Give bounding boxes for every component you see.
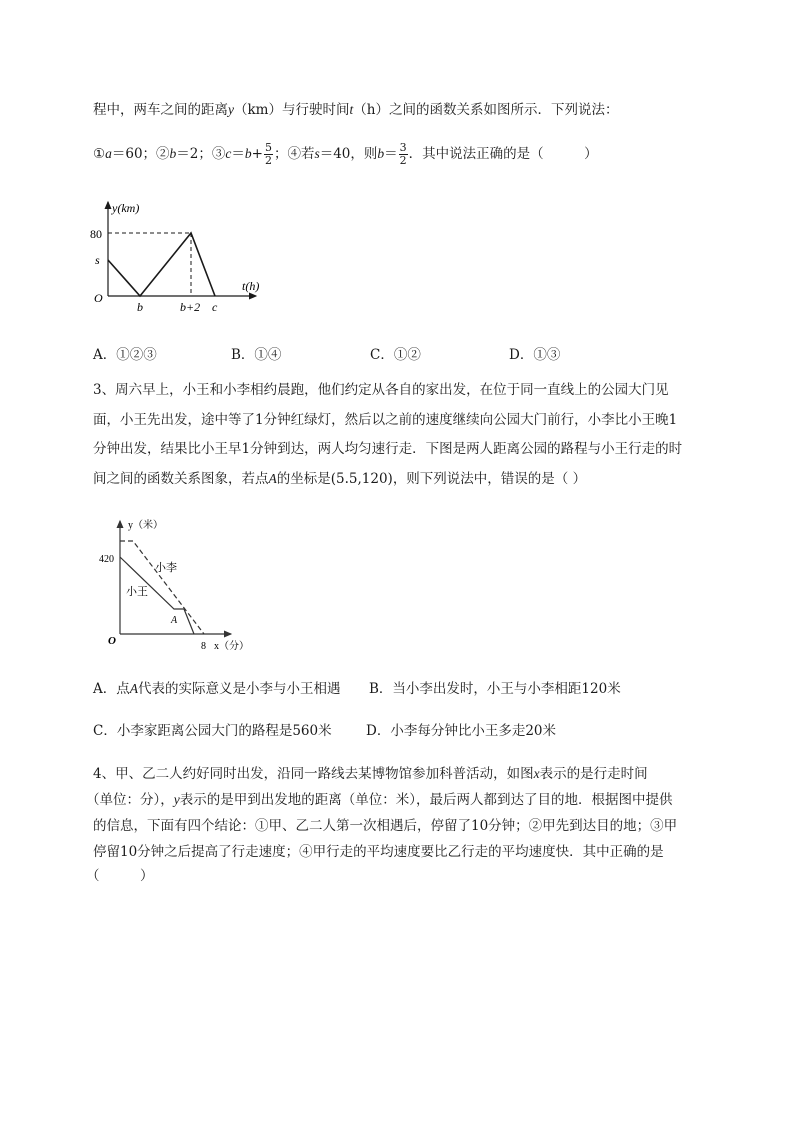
q2-option-d[interactable]: D．①③ xyxy=(509,347,561,363)
q3-option-b[interactable]: B．当小李出发时，小王与小李相距120米 xyxy=(369,681,621,697)
point-a-coordinate: (5.5,120) xyxy=(330,471,393,487)
var-s: s xyxy=(314,146,320,161)
q3-text: ，则下列说法中，错误的是（ ） xyxy=(392,471,587,487)
var-A: A xyxy=(268,471,277,486)
q4-answer-blank: （ ） xyxy=(86,868,154,884)
var-b: b xyxy=(377,146,385,161)
tick-420: 420 xyxy=(99,554,114,565)
var-x: x xyxy=(533,766,540,781)
statement-4-marker: ④若 xyxy=(287,146,315,162)
statement-text: ．其中说法正确的是（ ） xyxy=(408,146,598,162)
origin-label: O xyxy=(94,291,103,305)
equals-sign: ＝ xyxy=(384,146,398,162)
q4-stem-line1 xyxy=(93,765,648,783)
q3-stem-line2: 面，小王先出发，途中等了1分钟红绿灯，然后以之前的速度继续向公园大门前行，小李比小王晚1 xyxy=(93,412,678,428)
tick-80: 80 xyxy=(90,227,102,241)
xiaoli-label: 小李 xyxy=(155,562,177,574)
denominator: 2 xyxy=(399,154,407,167)
tick-b-plus-2: b+2 xyxy=(180,300,201,314)
q3-text: 间之间的函数关系图象，若点 xyxy=(93,471,269,487)
point-a-label: A xyxy=(171,615,178,626)
var-y: y xyxy=(228,102,234,117)
var-b: b xyxy=(169,146,177,161)
statement-2-marker: ② xyxy=(156,146,170,162)
tick-8: 8 xyxy=(201,641,206,652)
numerator: 3 xyxy=(399,141,407,154)
q3-stem-line4 xyxy=(93,470,586,488)
q3-stem-line3: 分钟出发，结果比小王早1分钟到达，两人均匀速行走．下图是两人距离公园的路程与小王行走的时 xyxy=(93,441,683,457)
q3-text: 的坐标是 xyxy=(276,471,331,487)
q4-text: 表示的是行走时间 xyxy=(539,766,648,782)
q3-graph xyxy=(98,516,258,656)
fraction-5-2 xyxy=(264,142,273,167)
tick-b: b xyxy=(137,300,143,314)
q2-stem-line1 xyxy=(93,101,618,119)
x-axis-label: x（分） xyxy=(214,641,249,652)
statement-3-marker: ③ xyxy=(211,146,226,162)
q4-text: 表示的是甲到出发地的距离（单位：米），最后两人都到达了目的地．根据图中提供 xyxy=(179,792,673,808)
denominator: 2 xyxy=(264,154,272,167)
var-c: c xyxy=(225,146,232,161)
var-b: b xyxy=(244,146,252,161)
option-text: A．点 xyxy=(93,681,130,697)
q4-stem-line2 xyxy=(86,791,673,809)
y-axis-label: y（米） xyxy=(128,520,163,531)
var-t: t xyxy=(349,102,354,117)
numerator: 5 xyxy=(264,141,272,154)
q4-stem-line3: 的信息，下面有四个结论：①甲、乙二人第一次相遇后，停留了10分钟；②甲先到达目的地；③甲 xyxy=(93,818,678,834)
statement-text: ＝40，则 xyxy=(319,146,378,162)
q2-option-a[interactable]: A．①②③ xyxy=(93,347,157,363)
statement-text: ； xyxy=(273,146,288,162)
q2-text: （h）之间的函数关系如图所示．下列说法： xyxy=(353,102,619,118)
xiaowang-label: 小王 xyxy=(126,586,148,598)
distance-curve xyxy=(108,233,215,296)
q4-text: 4、甲、乙二人约好同时出发，沿同一路线去某博物馆参加科普活动，如图 xyxy=(93,766,534,782)
q2-text: 程中，两车之间的距离 xyxy=(93,102,228,118)
equals-sign: ＝ xyxy=(231,146,245,162)
statement-text: ＝2； xyxy=(176,146,212,162)
tick-c: c xyxy=(212,300,218,314)
var-y: y xyxy=(173,792,180,807)
q2-text: （km）与行驶时间 xyxy=(234,102,350,118)
plus-sign: + xyxy=(251,146,263,162)
origin-label: O xyxy=(108,635,116,647)
q4-text: （单位：分）， xyxy=(86,792,174,808)
fraction-3-2 xyxy=(399,142,408,167)
x-axis-label: t(h) xyxy=(242,279,260,293)
q2-option-b[interactable]: B．①④ xyxy=(231,347,282,363)
q2-graph xyxy=(88,198,278,318)
statement-1-marker: ① xyxy=(93,146,106,162)
tick-s: s xyxy=(95,253,100,267)
q2-option-c[interactable]: C．①② xyxy=(370,347,421,363)
q3-option-a[interactable] xyxy=(93,680,341,698)
q4-stem-line4: 停留10分钟之后提高了行走速度；④甲行走的平均速度要比乙行走的平均速度快．其中正确的是 xyxy=(93,844,664,860)
var-a: a xyxy=(105,146,112,161)
var-A: A xyxy=(129,681,138,696)
q3-option-c[interactable]: C．小李家距离公园大门的路程是560米 xyxy=(93,723,332,739)
statement-text: ＝60； xyxy=(111,146,157,162)
q3-option-d[interactable]: D．小李每分钟比小王多走20米 xyxy=(366,723,557,739)
q2-statements xyxy=(93,142,598,167)
option-text: 代表的实际意义是小李与小王相遇 xyxy=(138,681,341,697)
q3-stem-line1: 3、周六早上，小王和小李相约晨跑，他们约定从各自的家出发，在位于同一直线上的公园大门见 xyxy=(93,382,669,398)
y-axis-label: y(km) xyxy=(112,201,140,215)
